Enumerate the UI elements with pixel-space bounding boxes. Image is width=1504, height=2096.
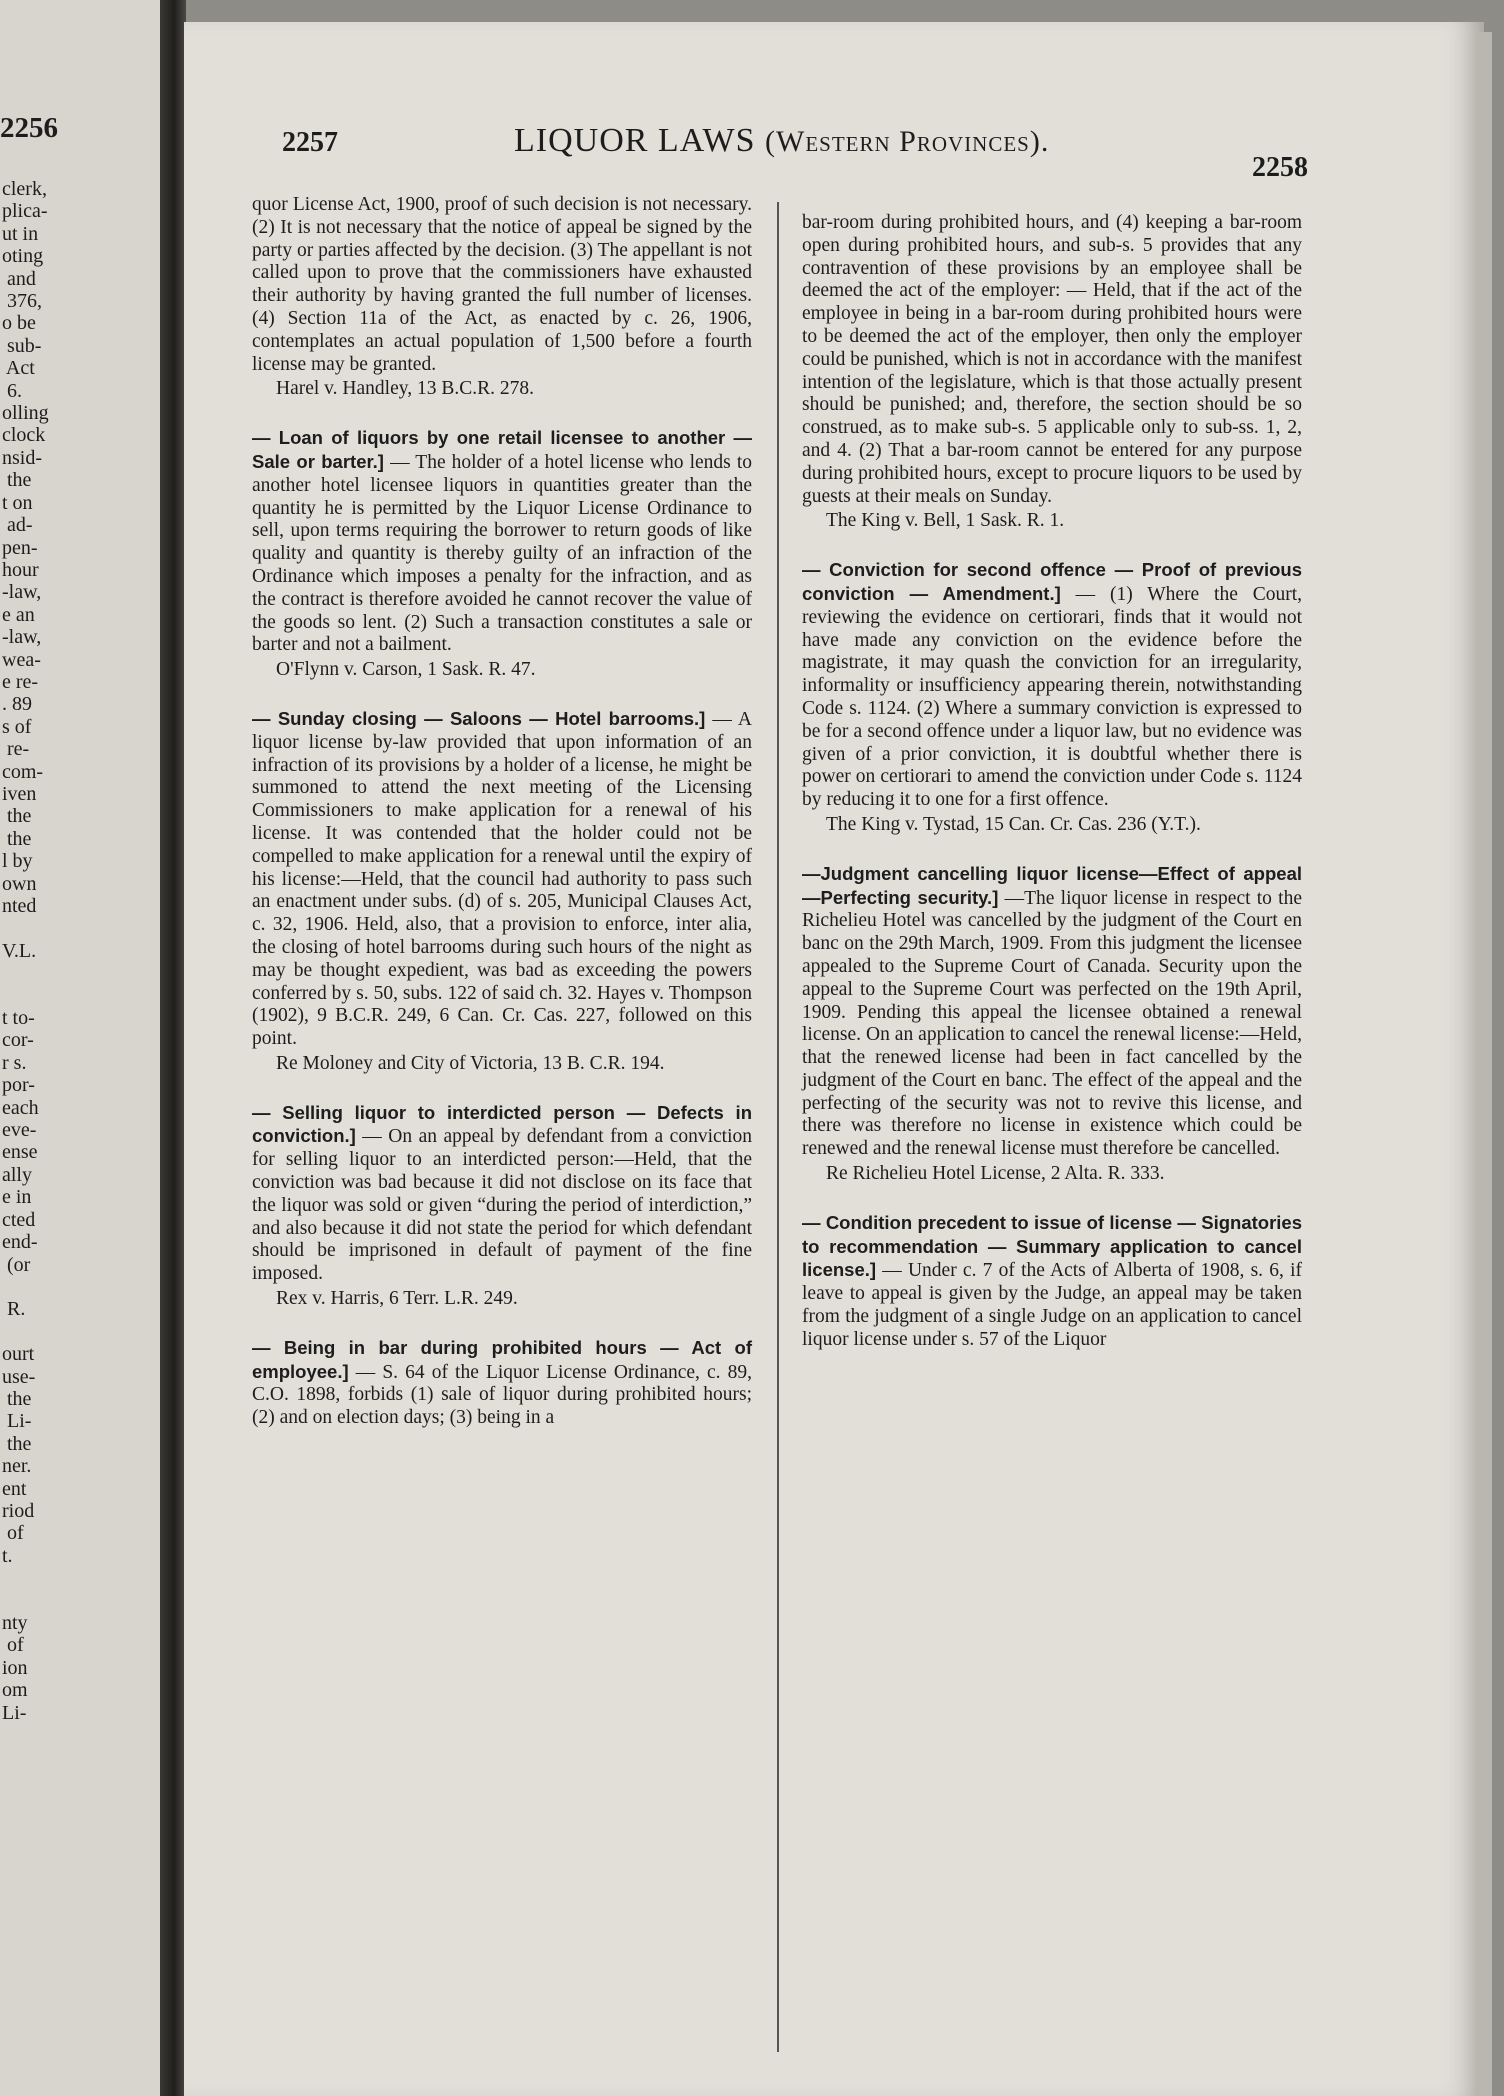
entry-body: — (1) Where the Court, reviewing the evidence on certiorari, finds that it would not have made any conviction on the evidence before the magistrate, it may quash the conviction for an irregularity, informality or insufficiency appearing therein, notwithstanding Code s. 1124. (2) Where a summary conviction is expressed to be for a second offence under a liquor law, but no evidence was given of a prior conviction, it is doubtful whether there is power on certiorari to amend the conviction under Code s. 1124 by reducing it to one for a first offence.	[802, 583, 1302, 811]
digest-entry	[252, 194, 752, 401]
previous-page-fragment: the	[2, 1387, 32, 1410]
entry-paragraph	[802, 212, 1302, 508]
previous-page-fragment: riod	[2, 1499, 35, 1522]
previous-page-fragment: the	[2, 1432, 32, 1455]
entry-paragraph	[252, 194, 752, 376]
previous-page-fragment: end-	[2, 1231, 38, 1254]
column-divider	[777, 202, 779, 2052]
previous-page-fragment: cted	[2, 1208, 36, 1231]
previous-page-fragment: own	[2, 872, 37, 895]
previous-page-fragment: 376,	[2, 290, 42, 313]
previous-page-fragment	[2, 917, 178, 939]
page-edge	[1476, 32, 1492, 2096]
book-page	[184, 22, 1484, 2096]
entry-body: bar-room during prohibited hours, and (4) keeping a bar-room open during prohibited hours, and sub-s. 5 provides that any contravention of these provisions by an employee shall be deemed the act of the employer: — Held, that if the act of the employee in being in a bar-room during prohibited hours were to be deemed the act of the employer, then only the employer could be punished, which is not in accordance with the manifest intention of the legislature, which is that those actually present should be punished; and, therefore, the section should be so construed, as to make sub-s. 5 applicable only to sub-ss. 1, 2, and 4. (2) That a bar-room cannot be entered for any purpose during prohibited hours, except to procure liquors to be used by guests at their meals on Sunday.	[802, 212, 1302, 507]
entry-body: — The holder of a hotel license who lends to another hotel licensee liquors in quantities greater than the quantity he is permitted by the Liquor License Ordinance to sell, upon terms requiring the borrower to return goods of like quality and quantity is thereby guilty of an infraction of the Ordinance which imposes a penalty for the infraction, and as the contract is therefore avoided he cannot recover the value of the goods so lent. (2) Such a transaction constitutes a sale or barter and not a bailment.	[252, 451, 752, 656]
previous-page-fragment	[2, 1567, 178, 1589]
digest-entry	[252, 708, 752, 1076]
previous-page-fragment	[2, 985, 178, 1007]
previous-page-fragment: plica-	[2, 200, 48, 223]
digest-entry	[252, 1102, 752, 1311]
entry-paragraph	[802, 863, 1302, 1161]
previous-page-fragment: of	[2, 1522, 24, 1545]
running-title	[514, 122, 1049, 160]
entry-citation: The King v. Tystad, 15 Can. Cr. Cas. 236 (Y.T.).	[826, 813, 1201, 835]
previous-page-fragment: sub-	[2, 334, 42, 357]
previous-page-fragment: of	[2, 1634, 24, 1657]
previous-page-fragment: Li-	[2, 1701, 27, 1724]
previous-page-fragment: the	[2, 469, 32, 492]
previous-page-fragment: l by	[2, 850, 33, 873]
previous-page-fragment: t to-	[2, 1007, 35, 1030]
previous-page-fragment: ad-	[2, 514, 33, 537]
previous-page-fragment: -law,	[2, 581, 42, 604]
entry-heading: — Being in bar during prohibited hours — Act of employee.]	[252, 1336, 752, 1382]
entry-citation: Re Richelieu Hotel License, 2 Alta. R. 333.	[826, 1163, 1165, 1185]
previous-page-fragment: wea-	[2, 648, 41, 671]
entry-heading: — Sunday closing — Saloons — Hotel barrooms.]	[252, 707, 706, 729]
previous-page-fragment	[2, 1276, 178, 1298]
entry-paragraph	[252, 708, 752, 1051]
previous-page-fragment: olling	[2, 402, 49, 425]
previous-page-fragment: o be	[2, 312, 36, 335]
left-column	[252, 194, 752, 1456]
running-title-sub: (Western Provinces).	[765, 125, 1050, 158]
previous-page-fragment: e re-	[2, 670, 39, 693]
previous-page-fragment: eve-	[2, 1119, 37, 1142]
entry-body: — A liquor license by-law provided that upon information of an infraction of its provisions by a holder of a license, he might be summoned to attend the next meeting of the Licensing Commissioners to make application for a renewal of his license. It was contended that the holder could not be compelled to make application for a renewal until the expiry of his license:—Held, that the council had authority to pass such an enactment under subs. (d) of s. 205, Municipal Clauses Act, c. 32, 1906. Held, also, that a provision to enforce, inter alia, the closing of hotel barrooms during such hours of the night as may be thought expedient, was bad as exceeding the powers conferred by s. 50, subs. 122 of said ch. 32. Hayes v. Thompson (1902), 9 B.C.R. 249, 6 Can. Cr. Cas. 227, followed on this point.	[252, 708, 752, 1050]
right-column	[802, 212, 1302, 1378]
entry-paragraph	[802, 559, 1302, 812]
previous-page-fragment: clock	[2, 424, 46, 447]
entry-paragraph	[252, 427, 752, 657]
previous-page-fragment: s of	[2, 715, 32, 738]
previous-page-fragment: R.	[2, 1298, 26, 1321]
entry-paragraph	[252, 1337, 752, 1430]
previous-page-fragment: ut in	[2, 222, 39, 245]
previous-page-fragment: 6.	[2, 379, 22, 402]
entry-citation: The King v. Bell, 1 Sask. R. 1.	[826, 510, 1065, 532]
previous-page-fragment: t.	[2, 1544, 13, 1567]
entry-body: —The liquor license in respect to the Richelieu Hotel was cancelled by the judgment of the Court en banc on the 29th March, 1909. From this judgment the licensee appealed to the Supreme Court of Canada. Security upon the appeal to the Supreme Court was perfected on the 19th April, 1909. Pending this appeal the licensee obtained a renewal license. On an application to cancel the renewal license:—Held, that the renewed license had been in fact cancelled by the judgment of the Court en banc. The effect of the appeal and the perfecting of the security was not to revive this license, and there was therefore no license in existence which could be renewed and the renewal license must therefore be cancelled.	[802, 887, 1302, 1160]
entry-body: quor License Act, 1900, proof of such decision is not necessary. (2) It is not necessary that the notice of appeal be signed by the party or parties affected by the decision. (3) The appellant is not called upon to prove that the commissioners have exhausted their authority by having granted the full number of licenses. (4) Section 11a of the Act, as enacted by c. 26, 1906, contemplates an actual population of 1,500 before a fourth license may be granted.	[252, 194, 752, 375]
previous-page-fragment: -law,	[2, 626, 42, 649]
entry-paragraph	[252, 1102, 752, 1286]
previous-page-fragment: and	[2, 267, 36, 290]
page-number-right: 2258	[1252, 152, 1308, 183]
previous-page-fragment: nsid-	[2, 446, 42, 469]
previous-page-fragments	[2, 178, 178, 1724]
digest-entry	[252, 1337, 752, 1430]
previous-page-fragment: re-	[2, 738, 30, 761]
previous-page-fragment: the	[2, 827, 32, 850]
previous-page-fragment: r s.	[2, 1051, 27, 1074]
previous-page-fragment	[2, 962, 178, 984]
previous-page-fragment: t on	[2, 491, 33, 514]
previous-page-fragment: . 89	[2, 693, 32, 716]
digest-entry	[802, 212, 1302, 533]
entry-heading: —Judgment cancelling liquor license—Effect of appeal—Perfecting security.]	[802, 862, 1302, 908]
previous-page-fragment: pen-	[2, 536, 38, 559]
digest-entry	[802, 863, 1302, 1186]
entry-body: — Under c. 7 of the Acts of Alberta of 1908, s. 6, if leave to appeal is given by the Judge, an appeal may be taken from the judgment of a single Judge on an application to cancel liquor license under s. 57 of the Liquor	[802, 1260, 1302, 1350]
entry-body: — S. 64 of the Liquor License Ordinance, c. 89, C.O. 1898, forbids (1) sale of liquor during prohibited hours; (2) and on election days; (3) being in a	[252, 1361, 753, 1429]
previous-page-fragment: nted	[2, 895, 37, 917]
previous-page-fragment: por-	[2, 1074, 35, 1097]
previous-page-fragment: iven	[2, 782, 37, 805]
previous-page-fragment: e in	[2, 1186, 32, 1209]
previous-page-fragment: Li-	[2, 1410, 32, 1433]
previous-page-fragment	[2, 1321, 178, 1343]
previous-page-fragment: ion	[2, 1656, 28, 1679]
previous-page-fragment: V.L.	[2, 939, 37, 962]
previous-page-fragment: hour	[2, 558, 39, 581]
previous-page-fragment: ent	[2, 1477, 27, 1500]
previous-page-fragment: om	[2, 1679, 28, 1702]
page-header	[184, 22, 1484, 183]
entry-heading: — Loan of liquors by one retail licensee to another — Sale or barter.]	[252, 427, 752, 472]
previous-page-fragment: ner.	[2, 1455, 32, 1478]
previous-page-fragment: each	[2, 1096, 39, 1119]
entry-citation: O'Flynn v. Carson, 1 Sask. R. 47.	[276, 659, 536, 681]
entry-citation: Rex v. Harris, 6 Terr. L.R. 249.	[276, 1288, 518, 1310]
previous-page-fragment	[2, 1590, 178, 1612]
previous-page-fragment: nty	[2, 1612, 28, 1634]
previous-page-fragment: cor-	[2, 1029, 34, 1052]
previous-page	[0, 0, 178, 2096]
digest-entry	[252, 427, 752, 682]
previous-page-fragment: Act	[2, 357, 35, 380]
previous-page-fragment: e an	[2, 603, 35, 626]
previous-page-fragment: use-	[2, 1365, 36, 1388]
previous-page-fragment: ally	[2, 1163, 32, 1186]
previous-page-fragment: ense	[2, 1141, 38, 1164]
entry-body: — On an appeal by defendant from a conviction for selling liquor to an interdicted person:—Held, that the conviction was bad because it did not disclose on its face that the liquor was sold or given “during the period of interdiction,” and also because it did not state the period for which defendant should be imprisoned in default of payment of the fine imposed.	[252, 1126, 753, 1285]
previous-page-number: 2256	[0, 112, 58, 144]
book-gutter	[160, 0, 186, 2096]
entry-citation: Harel v. Handley, 13 B.C.R. 278.	[276, 378, 534, 400]
entry-heading: — Conviction for second offence — Proof of previous conviction — Amendment.]	[802, 559, 1302, 604]
previous-page-fragment: com-	[2, 760, 44, 783]
running-title-main: LIQUOR LAWS	[514, 122, 756, 159]
entry-heading: — Selling liquor to interdicted person — Defects in conviction.]	[252, 1101, 752, 1147]
previous-page-fragment: clerk,	[2, 178, 47, 200]
entry-paragraph	[802, 1212, 1302, 1352]
entry-heading: — Condition precedent to issue of license — Signatories to recommendation — Summary application to cancel license.]	[802, 1211, 1302, 1281]
previous-page-fragment: oting	[2, 245, 44, 268]
digest-entry	[802, 1212, 1302, 1352]
previous-page-fragment: ourt	[2, 1343, 35, 1366]
page-number-left: 2257	[282, 127, 338, 158]
previous-page-fragment: the	[2, 805, 32, 828]
previous-page-fragment: (or	[2, 1253, 31, 1276]
digest-entry	[802, 559, 1302, 837]
entry-citation: Re Moloney and City of Victoria, 13 B. C.R. 194.	[276, 1052, 665, 1074]
